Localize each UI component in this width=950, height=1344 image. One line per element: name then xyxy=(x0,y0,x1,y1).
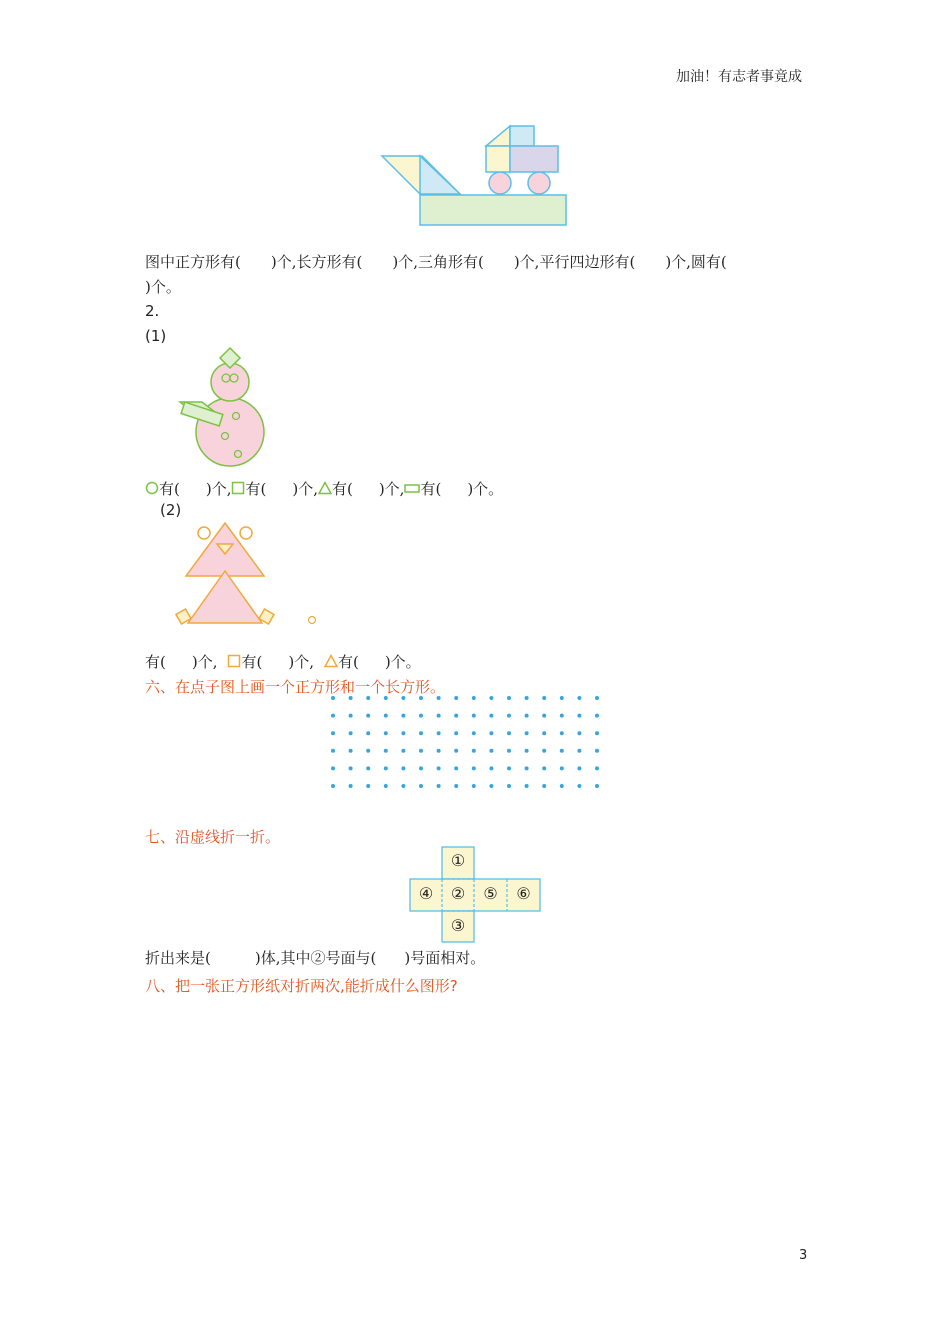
grid-dot[interactable] xyxy=(507,749,511,753)
grid-dot[interactable] xyxy=(489,696,493,700)
grid-dot[interactable] xyxy=(489,731,493,735)
grid-dot[interactable] xyxy=(419,749,423,753)
grid-dot[interactable] xyxy=(331,749,335,753)
grid-dot[interactable] xyxy=(419,696,423,700)
truck-cab-top xyxy=(510,126,534,146)
grid-dot[interactable] xyxy=(331,696,335,700)
grid-dot[interactable] xyxy=(384,766,388,770)
grid-dot[interactable] xyxy=(401,731,405,735)
grid-dot[interactable] xyxy=(489,714,493,718)
grid-dot[interactable] xyxy=(366,766,370,770)
snowman-question: 有( )个, 有( )个, 有( )个, 有( )个。 xyxy=(145,478,503,499)
grid-dot[interactable] xyxy=(542,696,546,700)
grid-dot[interactable] xyxy=(472,714,476,718)
grid-dot[interactable] xyxy=(366,784,370,788)
grid-dot[interactable] xyxy=(542,731,546,735)
grid-dot[interactable] xyxy=(525,749,529,753)
truck-wheel-right xyxy=(528,172,550,194)
grid-dot[interactable] xyxy=(525,731,529,735)
grid-dot[interactable] xyxy=(542,766,546,770)
truck-triangle xyxy=(420,156,460,194)
grid-dot[interactable] xyxy=(560,784,564,788)
truck-base-rect xyxy=(420,195,566,225)
grid-dot[interactable] xyxy=(401,784,405,788)
grid-dot[interactable] xyxy=(560,696,564,700)
header-motto: 加油！有志者事竟成 xyxy=(676,69,802,85)
truck-cargo-rect xyxy=(510,146,558,172)
grid-dot[interactable] xyxy=(401,696,405,700)
grid-dot[interactable] xyxy=(507,696,511,700)
grid-dot[interactable] xyxy=(489,766,493,770)
grid-dot[interactable] xyxy=(366,696,370,700)
truck-figure xyxy=(380,122,570,228)
face-3: ③ xyxy=(450,916,466,935)
grid-dot[interactable] xyxy=(437,766,441,770)
grid-dot[interactable] xyxy=(419,714,423,718)
grid-dot[interactable] xyxy=(595,749,599,753)
snowman-figure xyxy=(172,346,272,470)
q2-sub2-label: (2) xyxy=(160,501,182,519)
face-5: ⑤ xyxy=(483,884,498,903)
cube-net xyxy=(409,846,541,943)
grid-dot[interactable] xyxy=(331,766,335,770)
grid-dot[interactable] xyxy=(384,714,388,718)
grid-dot[interactable] xyxy=(472,766,476,770)
grid-dot[interactable] xyxy=(542,749,546,753)
grid-dot[interactable] xyxy=(437,784,441,788)
grid-dot[interactable] xyxy=(507,714,511,718)
grid-dot[interactable] xyxy=(507,766,511,770)
section8-title: 八、把一张正方形纸对折两次,能折成什么图形? xyxy=(145,977,458,995)
face-6: ⑥ xyxy=(516,884,531,903)
grid-dot[interactable] xyxy=(454,766,458,770)
grid-dot[interactable] xyxy=(595,696,599,700)
grid-dot[interactable] xyxy=(560,766,564,770)
grid-dot[interactable] xyxy=(437,749,441,753)
triangle-figure xyxy=(174,520,322,630)
grid-dot[interactable] xyxy=(331,784,335,788)
grid-dot[interactable] xyxy=(419,766,423,770)
truck-question: 图中正方形有( )个,长方形有( )个,三角形有( )个,平行四边形有( )个,圆有( xyxy=(145,253,727,271)
grid-dot[interactable] xyxy=(577,766,581,770)
dot-grid[interactable] xyxy=(328,694,622,790)
grid-dot[interactable] xyxy=(542,714,546,718)
grid-dot[interactable] xyxy=(560,731,564,735)
grid-dot[interactable] xyxy=(384,784,388,788)
square-icon xyxy=(231,481,245,495)
grid-dot[interactable] xyxy=(384,731,388,735)
grid-dot[interactable] xyxy=(577,696,581,700)
grid-dot[interactable] xyxy=(366,714,370,718)
triangle-question: 有( )个, 有( )个, 有( )个。 xyxy=(145,653,421,671)
grid-dot[interactable] xyxy=(349,731,353,735)
face-2: ② xyxy=(450,884,466,903)
figure-small-circle xyxy=(309,617,316,624)
grid-dot[interactable] xyxy=(349,714,353,718)
circle-icon xyxy=(145,481,159,495)
grid-dot[interactable] xyxy=(472,749,476,753)
q2-sub1-label: (1) xyxy=(145,327,167,345)
grid-dot[interactable] xyxy=(419,731,423,735)
grid-dot[interactable] xyxy=(437,696,441,700)
page-number: 3 xyxy=(799,1248,808,1263)
grid-dot[interactable] xyxy=(331,731,335,735)
grid-dot[interactable] xyxy=(507,731,511,735)
grid-dot[interactable] xyxy=(489,784,493,788)
grid-dot[interactable] xyxy=(366,749,370,753)
grid-dot[interactable] xyxy=(454,696,458,700)
truck-question-cont: )个。 xyxy=(145,278,181,296)
truck-wheel-left xyxy=(489,172,511,194)
grid-dot[interactable] xyxy=(384,749,388,753)
grid-dot[interactable] xyxy=(595,731,599,735)
grid-dot[interactable] xyxy=(349,696,353,700)
grid-dot[interactable] xyxy=(349,766,353,770)
q2-number: 2. xyxy=(145,302,160,320)
figure-ear-right xyxy=(240,527,252,539)
grid-dot[interactable] xyxy=(560,714,564,718)
section6-title: 六、在点子图上画一个正方形和一个长方形。 xyxy=(145,678,446,696)
grid-dot[interactable] xyxy=(525,784,529,788)
grid-dot[interactable] xyxy=(401,714,405,718)
face-4: ④ xyxy=(418,884,434,903)
section7-title: 七、沿虚线折一折。 xyxy=(145,828,281,846)
grid-dot[interactable] xyxy=(525,696,529,700)
grid-dot[interactable] xyxy=(454,714,458,718)
grid-dot[interactable] xyxy=(419,784,423,788)
grid-dot[interactable] xyxy=(401,749,405,753)
grid-dot[interactable] xyxy=(366,731,370,735)
grid-dot[interactable] xyxy=(577,784,581,788)
grid-dot[interactable] xyxy=(472,696,476,700)
grid-dot[interactable] xyxy=(595,766,599,770)
rectangle-icon xyxy=(404,481,420,495)
grid-dot[interactable] xyxy=(577,749,581,753)
grid-dot[interactable] xyxy=(437,714,441,718)
grid-dot[interactable] xyxy=(472,731,476,735)
grid-dot[interactable] xyxy=(507,784,511,788)
grid-dot[interactable] xyxy=(331,714,335,718)
cube-question: 折出来是( )体,其中②号面与( )号面相对。 xyxy=(145,949,486,967)
truck-cab-square xyxy=(486,146,510,172)
grid-dot[interactable] xyxy=(595,714,599,718)
grid-dot[interactable] xyxy=(577,731,581,735)
grid-dot[interactable] xyxy=(560,749,564,753)
grid-dot[interactable] xyxy=(349,749,353,753)
grid-dot[interactable] xyxy=(437,731,441,735)
orange-triangle-icon xyxy=(324,654,338,668)
grid-dot[interactable] xyxy=(595,784,599,788)
grid-dot[interactable] xyxy=(525,766,529,770)
truck-cab-triangle xyxy=(486,126,510,146)
grid-dot[interactable] xyxy=(454,731,458,735)
triangle-icon xyxy=(318,481,332,495)
grid-dot[interactable] xyxy=(577,714,581,718)
grid-dot[interactable] xyxy=(542,784,546,788)
grid-dot[interactable] xyxy=(454,784,458,788)
grid-dot[interactable] xyxy=(489,749,493,753)
grid-dot[interactable] xyxy=(349,784,353,788)
grid-dot[interactable] xyxy=(525,714,529,718)
grid-dot[interactable] xyxy=(472,784,476,788)
grid-dot[interactable] xyxy=(454,749,458,753)
figure-ear-left xyxy=(198,527,210,539)
orange-square-icon xyxy=(227,654,241,668)
grid-dot[interactable] xyxy=(401,766,405,770)
grid-dot[interactable] xyxy=(384,696,388,700)
figure-body-triangle xyxy=(188,571,262,623)
face-1: ① xyxy=(450,851,466,870)
